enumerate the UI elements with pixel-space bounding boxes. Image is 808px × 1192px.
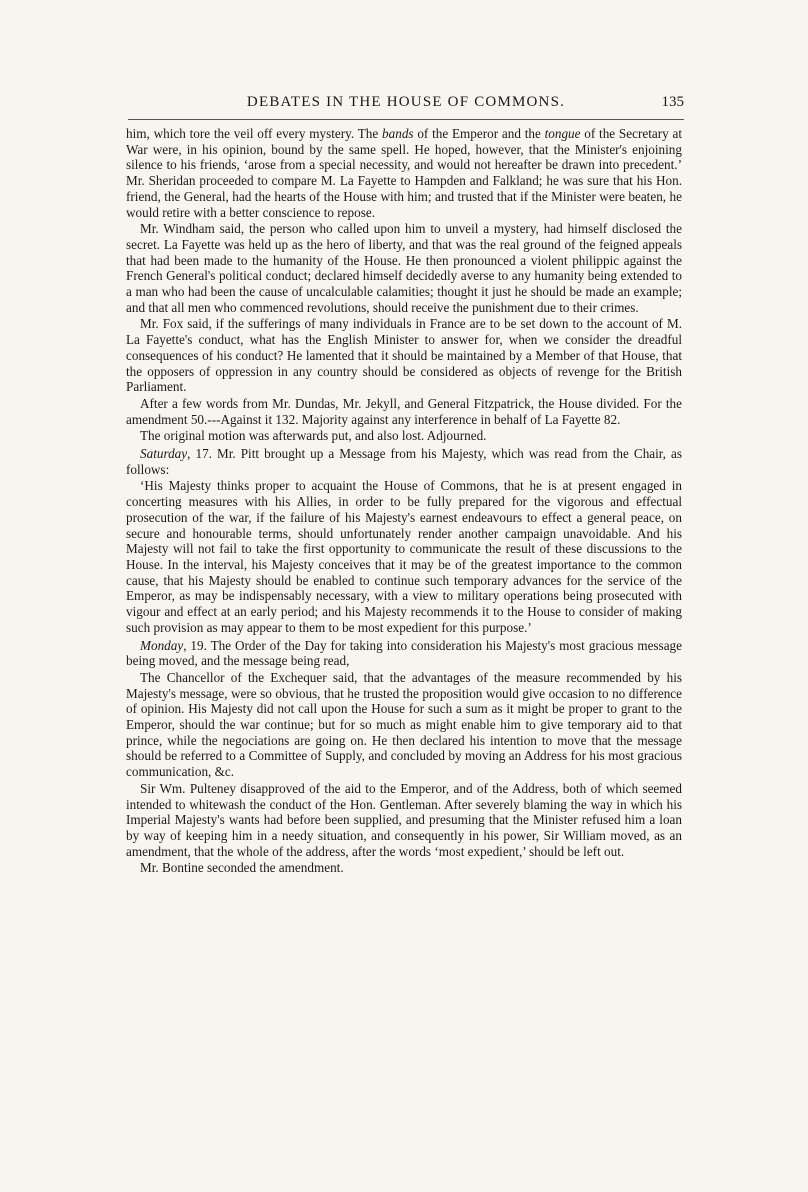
text-run: The original motion was afterwards put, and also lost. Adjourned. <box>140 428 487 444</box>
italic-text: Saturday <box>140 446 188 462</box>
header-rule <box>128 119 684 120</box>
paragraph <box>126 638 682 669</box>
text-run: Mr. Windham said, the person who called upon him to unveil a mystery, had himself disclosed the secret. La Fayette was held up as the hero of liberty, and that was the real ground of the feigned appeals that had been made to the humanity of the House. He then pronounced a violent philippic against the French General's political conduct; declared himself decidedly averse to any humanity being extended to a man who had been the cause of uncalculable calamities; thought it just he should be made an example; and that all men who commenced revolutions, should receive the punishment due to their crimes. <box>126 221 682 315</box>
text-run: After a few words from Mr. Dundas, Mr. Jekyll, and General Fitzpatrick, the House divided. For the amendment 50.---Against it 132. Majority against any interference in behalf of La Fayette 82. <box>126 395 682 427</box>
paragraph <box>126 221 682 315</box>
text-run: Mr. Bontine seconded the amendment. <box>140 860 344 876</box>
text-run: of the Secretary at War were, in his opinion, bound by the same spell. He hoped, however, that the Minister's enjoining silence to his friends, ‘arose from a special necessity, and would not hereafter be drawn into precedent.’ Mr. Sheridan proceeded to compare M. La Fayette to Hampden and Falkland; he was sure that his Hon. friend, the General, had the hearts of the House with him; and trusted that if the Minister were beaten, he would retire with a better conscience to repose. <box>126 126 683 220</box>
text-run: Mr. Fox said, if the sufferings of many individuals in France are to be set down to the account of M. La Fayette's conduct, what has the English Minister to answer for, when we consider the dreadful consequences of his conduct? He lamented that it should be maintained by a Member of that House, that the opposers of oppression in any country should be considered as objects of revenge for the British Parliament. <box>126 316 682 395</box>
running-title: DEBATES IN THE HOUSE OF COMMONS. <box>246 94 566 110</box>
paragraph <box>126 478 682 635</box>
page-number: 135 <box>661 94 684 110</box>
page-header <box>128 94 684 116</box>
paragraph <box>126 316 682 395</box>
text-run: ‘His Majesty thinks proper to acquaint the House of Commons, that he is at present engaged in concerting measures with his Allies, in order to be fully prepared for the vigorous and effectual prosecution of the war, if the failure of his Majesty's earnest endeavours to effect a general peace, on secure and honourable terms, should unfortunately render another campaign unavoidable. And his Majesty will not fail to take the first opportunity to communicate the result of these discussions to the House. In the interval, his Majesty conceives that it may be of the greatest importance to the common cause, that his Majesty should be enabled to continue such temporary advances for the service of the Emperor, as may be indispensably necessary, with a view to military operations being prosecuted with vigour and effect at an early period; and his Majesty recommends it to the House to consider of making such provision as may appear to them to be most expedient for this purpose.’ <box>126 478 682 635</box>
italic-text: Monday <box>140 637 184 653</box>
text-run: him, which tore the veil off every mystery. The <box>126 126 383 141</box>
text-run: Sir Wm. Pulteney disapproved of the aid to the Emperor, and of the Address, both of which seemed intended to whitewash the conduct of the Hon. Gentleman. After severely blaming the way in which his Imperial Majesty's wants had before been supplied, and presuming that the Minister refused him a loan by way of keeping him in a needy situation, and consequently in his power, Sir William moved, as an amendment, that the whole of the address, after the words ‘most expedient,’ should be left out. <box>126 780 682 859</box>
paragraph <box>126 428 682 444</box>
paragraph <box>126 860 682 876</box>
text-run: , 19. The Order of the Day for taking into consideration his Majesty's most gracious message being moved, and the message being read, <box>126 637 682 669</box>
text-run: , 17. Mr. Pitt brought up a Message from his Majesty, which was read from the Chair, as follows: <box>126 446 682 477</box>
paragraph <box>126 396 682 427</box>
text-run: The Chancellor of the Exchequer said, that the advantages of the measure recommended by his Majesty's message, were so obvious, that he trusted the proposition would give occasion to no difference of opinion. His Majesty did not call upon the House for such a sum as it might be proper to grant to the Emperor, should the war continue; but for so much as might enable him to give temporary aid to that prince, while the negociations are going on. He then declared his intention to move that the message should be referred to a Committee of Supply, and concluded by moving an Address for his most gracious communication, &c. <box>126 669 682 780</box>
paragraph <box>126 446 682 477</box>
italic-text: bands <box>382 126 414 141</box>
italic-text: tongue <box>544 126 581 141</box>
paragraph <box>126 670 682 780</box>
text-run: of the Emperor and the <box>413 126 545 141</box>
paragraph <box>126 781 682 860</box>
paragraph <box>126 126 682 220</box>
body-text <box>126 126 682 877</box>
